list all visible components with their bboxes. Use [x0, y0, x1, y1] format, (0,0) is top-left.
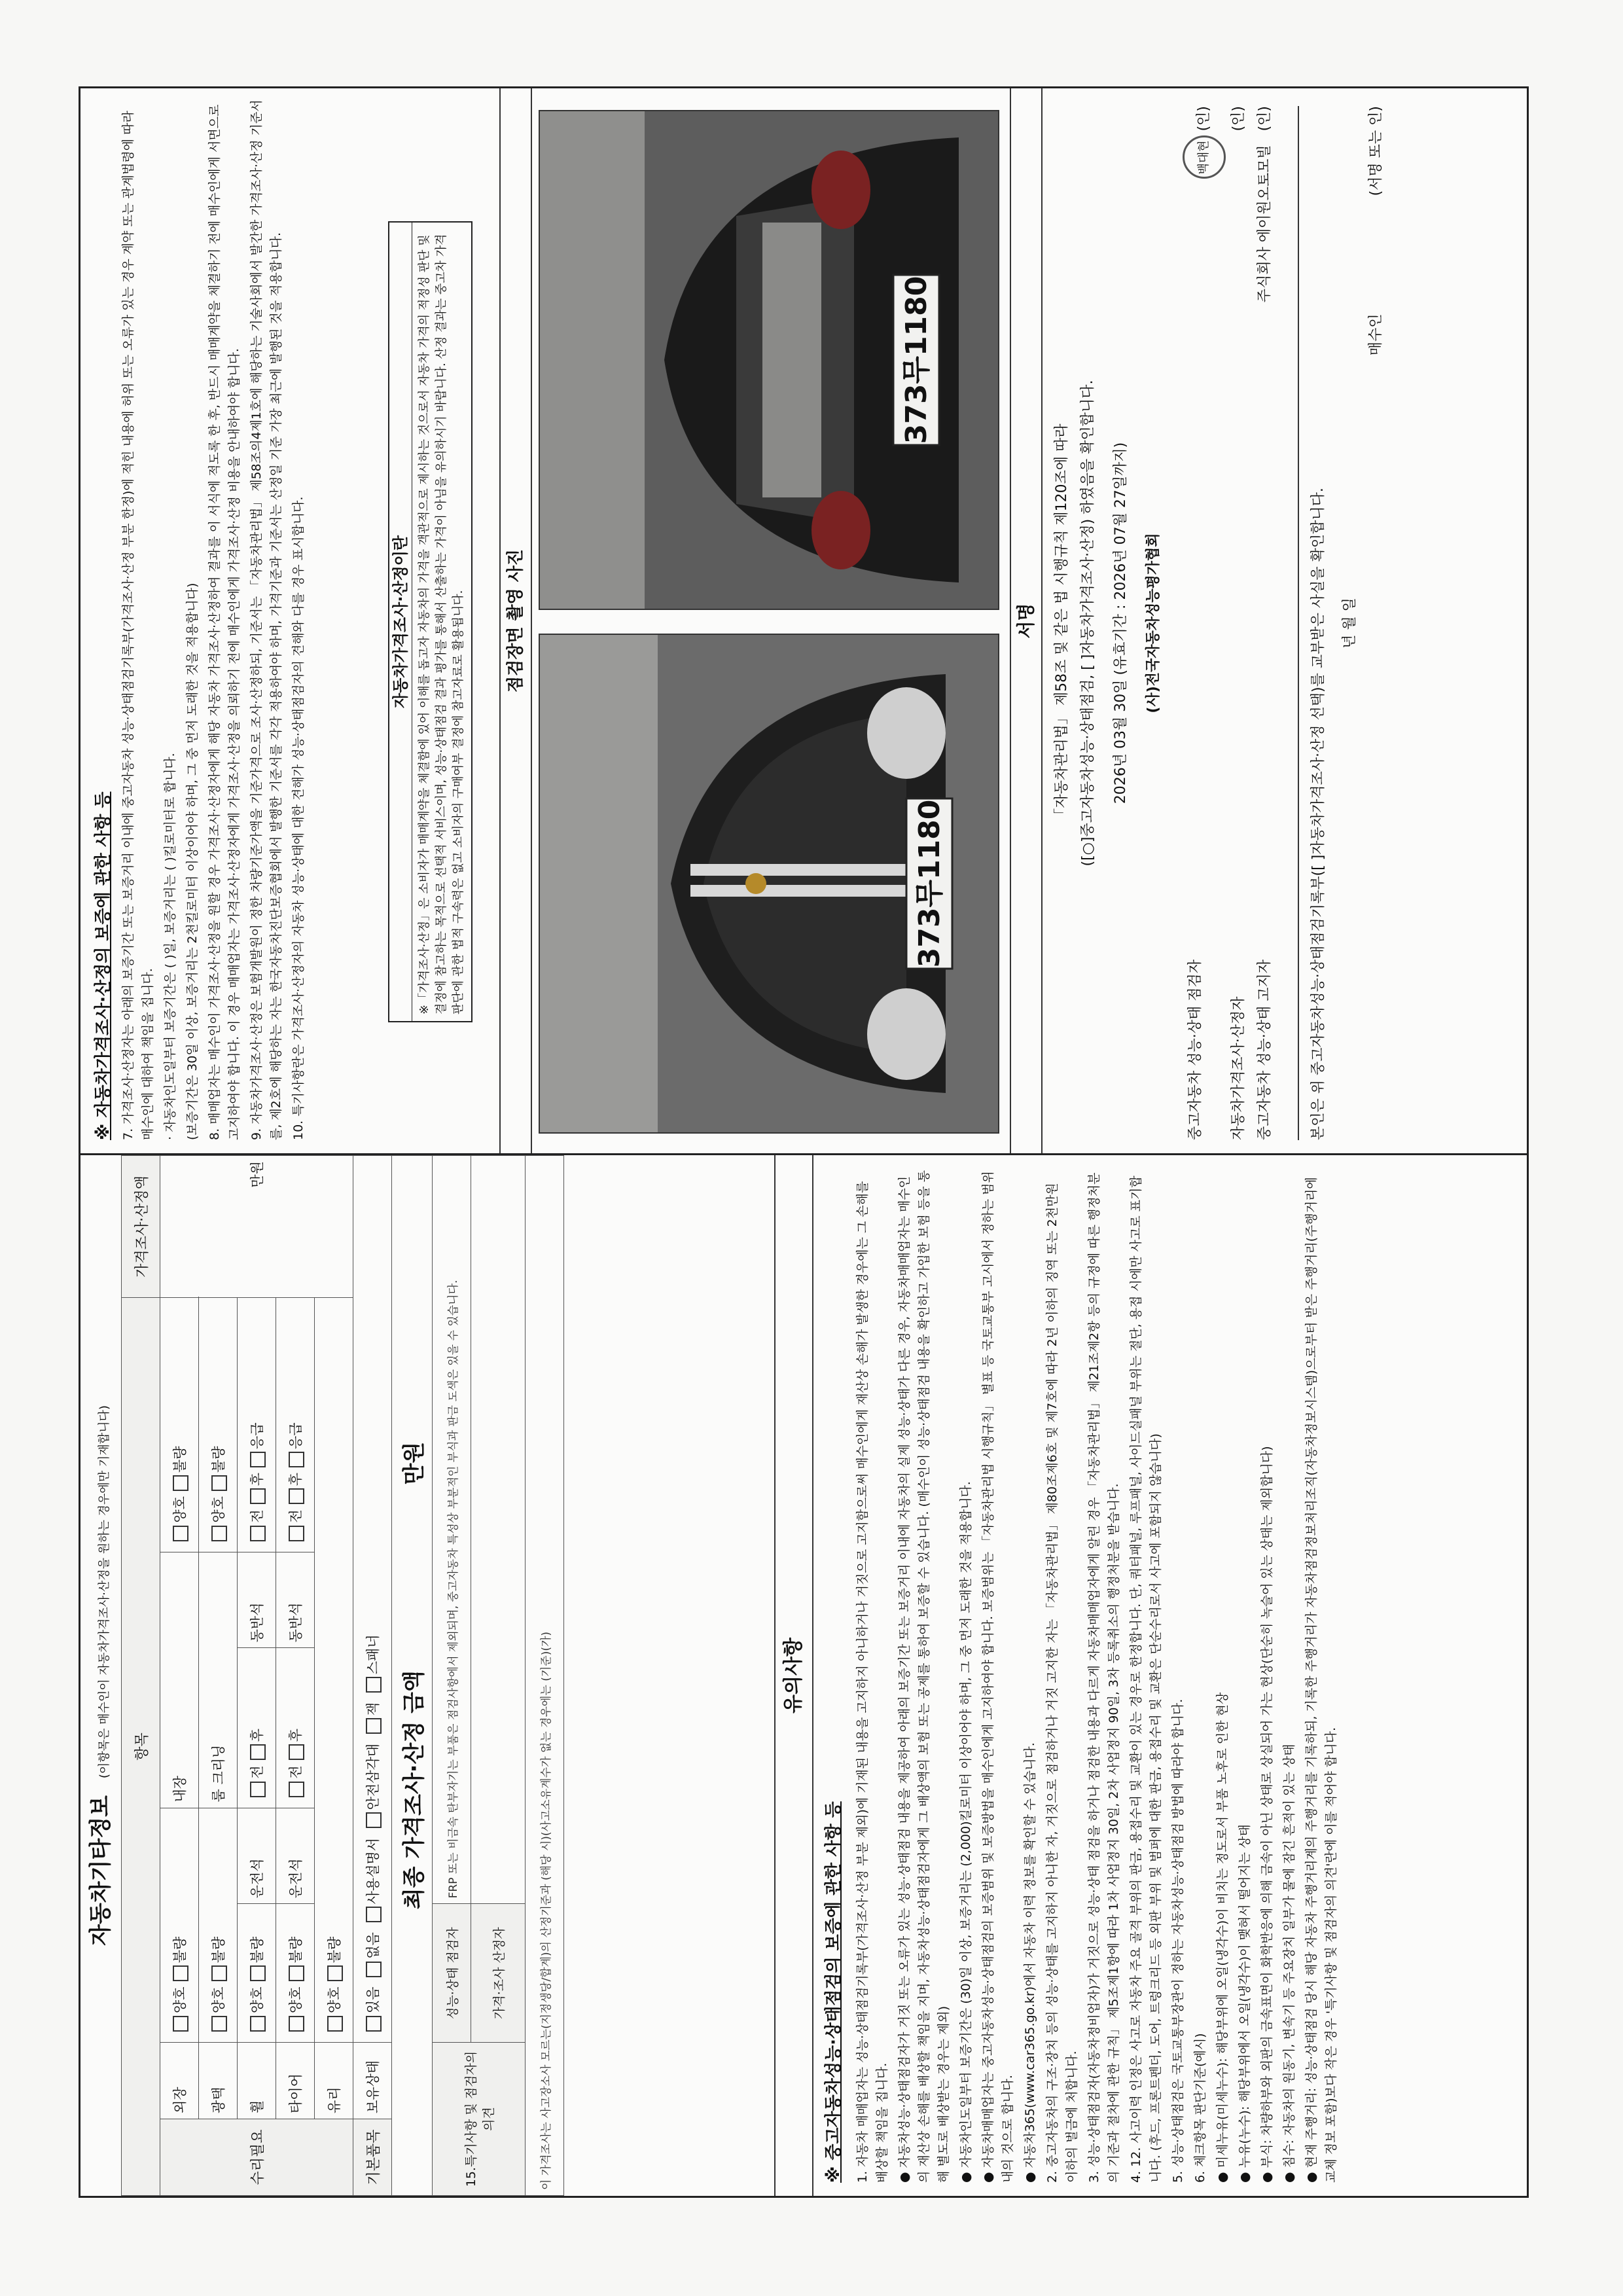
row-label2: 내장: [160, 1552, 199, 1808]
list-item: ● 미세누유(미세누수): 해당부위에 오일(냉각수)이 비치는 정도로서 부품 노후로 인한 현상: [1215, 1692, 1230, 2183]
unit-label: 만원: [249, 1161, 265, 1188]
option-label: 전: [249, 1509, 265, 1523]
checkbox[interactable]: [250, 1744, 266, 1760]
checkbox[interactable]: [327, 1965, 343, 1981]
checkbox[interactable]: [250, 1526, 266, 1541]
opinion-label: 15.특기사항 및 점검자의 의견: [433, 2043, 526, 2196]
checkbox[interactable]: [250, 1452, 266, 1467]
sign-title: 서명: [1010, 88, 1043, 1153]
options-title: [80, 1155, 122, 2196]
row-label3: 동반석: [276, 1552, 315, 1648]
row-label3: 동반석: [238, 1552, 276, 1648]
row-options[interactable]: [276, 1904, 315, 2043]
checkbox[interactable]: [211, 1965, 227, 1981]
buyer-row: [1363, 106, 1389, 1140]
checkbox[interactable]: [366, 1962, 382, 1977]
seal-label: (인): [1257, 106, 1273, 132]
opinion-perf: 성능·상태 점검자: [433, 1904, 471, 2043]
basic-state: 보유상태: [353, 2043, 392, 2119]
table-row: [276, 1156, 315, 2196]
checkbox[interactable]: [366, 2016, 382, 2032]
checkbox[interactable]: [366, 1677, 382, 1693]
option-label: 응급: [249, 1422, 265, 1450]
list-item: 2. 중고자동차의 구조·장치 등의 성능·상태를 고지하지 아니한 자, 거짓으로 점검하거나 거짓 고지한 자는 「자동차관리법」 제80조제6호 및 제7호에 따라 2년 이하의 징역 또는 2천만원 이하의 벌금에 처합니다.: [1045, 1183, 1079, 2183]
checkbox[interactable]: [289, 1965, 304, 1981]
perf-checker-row: [1183, 106, 1226, 1140]
row-label: 광택: [199, 2043, 238, 2119]
list-item: 8. 매매업자는 매수인이 가격조사·산정을 원할 경우 가격조사·산정자에게 해당 자동차 가격조사·산정하여 결과를 이 서식에 적도록 한 후, 반드시 매매계약을 체결하기 전에 매수인에게 서면으로 고지하여야 합니다. 이 경우 매매업자는 가격조사·산정자에게 가격조사·산정을 의뢰하기 전에 매수인에게 가격조사·산정 비용을 안내하여야 합니다.: [207, 104, 241, 1140]
row-options[interactable]: [199, 1808, 238, 2042]
table-row: [199, 1156, 238, 2196]
seal-area: [1183, 106, 1226, 179]
photo-title: 점검장면 촬영 사진: [499, 88, 532, 1153]
frp-text: FRP 또는 비금속 탄부자기는 부품은 점검사항에서 제외되며, 중고자동차 특성상 부분적인 부식과 판금 도색은 있을 수 있습니다.: [433, 1156, 471, 1904]
inspection-photo-rear: [539, 110, 999, 610]
row-options3[interactable]: [238, 1298, 276, 1552]
price-guarantee-head: ※ 자동차가격조사·산정의 보증에 관한 사항 등: [94, 791, 113, 1140]
checkbox[interactable]: [173, 1475, 188, 1491]
final-statement: 본인은 위 중고자동차성능·상태점검기록부([ ]자동차가격조사·산정 선택)를 교부받은 사실을 확인합니다.: [1310, 488, 1327, 1140]
price-header: 가격조사·산정액: [122, 1156, 160, 1298]
option-label: 응급: [288, 1422, 304, 1450]
list-item: 5. 성능·상태점검은 국토교통부장관이 정하는 자동차성능·상태점검 방법에 따라야 합니다.: [1171, 1698, 1185, 2183]
checkbox[interactable]: [211, 1526, 227, 1541]
price-info-title: 자동차가격조사·산정이란: [389, 223, 412, 1021]
price-checker-row: [1226, 106, 1252, 1140]
option-label: 양호: [288, 1986, 304, 2013]
final-price-unit: 만원: [401, 1441, 427, 1485]
option-label: 전: [288, 1765, 304, 1779]
list-item: ● 부식: 차량하부와 외판의 금속표면이 화학반응에 의해 금속이 아닌 상태로 상실되어 가는 현상(단순히 녹슬어 있는 상태는 제외합니다): [1260, 1446, 1274, 2183]
list-item: 6. 체크항목 판단기준(예시): [1193, 2033, 1207, 2183]
list-item: 1. 자동차 매매업자는 성능·상태점검기록부(가격조사·산정 부분 제외)에 기재된 내용을 고지하지 아니하거나 거짓으로 고지함으로써 매수인에게 재산상 손해가 발생한 경우에는 그 손해를 배상할 책임을 집니다.: [855, 1181, 889, 2183]
row-label2: 운전석: [276, 1808, 315, 1904]
sign-law: 「자동차관리법」 제58조 및 같은 법 시행규칙 제120조에 따라: [1054, 423, 1070, 823]
notice-sub: ※ 중고자동차성능·상태점검의 보증에 관한 사항 등: [824, 1801, 844, 2183]
option-label: 양호: [172, 1986, 188, 2013]
list-item: ● 현재 주행거리: 성능·상태점검 당시 해당 자동차 주행거리계의 주행거리를 기록하되, 기록한 주행거리가 자동차점검정보처리조직(자동차정보시스템)으로부터 받은 주행거리(주행거리에 교체 정보 포함)보다 작은 경우 '특기사항 및 점검자의 의견'란에 이를 적어야 합니다.: [1304, 1177, 1338, 2183]
checkbox[interactable]: [250, 1965, 266, 1981]
inspection-photo-front: [539, 634, 999, 1134]
checkbox[interactable]: [289, 1782, 304, 1797]
checkbox[interactable]: [173, 1526, 188, 1541]
list-item: ● 자동차365(www.car365.go.kr)에서 자동차 이력 정보를 확인할 수 있습니다.: [1023, 1742, 1037, 2183]
checkbox[interactable]: [366, 1718, 382, 1734]
table-row: [392, 1156, 433, 2196]
sign-section: [1049, 106, 1389, 1140]
option-label: 불량: [211, 1936, 226, 1964]
list-item: ● 누유(누수): 해당부위에서 오일(냉각수)이 맺혀서 떨어지는 상태: [1238, 1824, 1252, 2183]
option-label: 불량: [327, 1936, 342, 1964]
repair-label: 수리필요: [160, 2119, 353, 2196]
opinion-price: 가격·조사 산정자: [471, 1904, 526, 2043]
option-label: 후: [288, 1729, 304, 1742]
row-label: 타이어: [276, 2043, 315, 2119]
list-item: ● 침수: 자동차의 원동기, 변속기 등 주요장치 일부가 물에 잠긴 흔적이 있는 상태: [1282, 1744, 1296, 2183]
checkbox[interactable]: [366, 1812, 382, 1828]
row-options2[interactable]: [276, 1648, 315, 1808]
row-label: 휠: [238, 2043, 276, 2119]
row-label: 유리: [315, 2043, 353, 2119]
left-panel: [80, 1153, 1527, 2196]
list-item: 4. 12. 사고이력 인정은 사고로 자동차 주요 골격 부위의 판금, 용접수리 및 교환이 있는 경우로 한정합니다. 단, 쿼터패널, 루프패널, 사이드실패널 부위는 절단, 용접 시에만 사고로 표기합니다. (후드, 프론트펜더, 도어, 트렁크리드 등 외판 부위 및 범퍼에 대한 판금, 용접수리 및 교환은 단순수리로서 사고에 포함되지 않습니다): [1129, 1175, 1163, 2183]
checkbox[interactable]: [250, 1488, 266, 1504]
checkbox[interactable]: [289, 1452, 304, 1467]
checkbox[interactable]: [289, 1526, 304, 1541]
option-label: 있음: [365, 1986, 381, 2013]
row-options3[interactable]: [276, 1298, 315, 1552]
buyer-sign[interactable]: (서명 또는 인): [1368, 106, 1384, 196]
option-label: 사용설명서: [365, 1838, 381, 1905]
option-label: 잭: [365, 1702, 381, 1716]
options-title-note: (이항목은 매수인이 자동차가격조사·산정을 원하는 경우에만 기재합니다): [98, 1405, 111, 1779]
list-item: ● 자동차성능·상태점검자가 거짓 또는 오류가 있는 성능·상태점검 내용을 제공하여 아래의 보증기간 또는 보증거리 이내에 자동차의 실제 성능·상태가 다른 경우, 자동차매매업자는 매수인의 재산상 손해를 배상할 책임을 지며, 자동차성능·상태점검자에게 그 배상액의 보험 또는 공제를 통하여 보증할 수 있습니다. (매수인이 성능·상태점검 내용을 확인하고 가입한 보험 등을 통해 별도로 배상받는 경우는 제외): [897, 1170, 951, 2183]
seal-label: (인): [1230, 106, 1247, 132]
final-price-label: 최종 가격조사·산정 금액: [401, 1670, 427, 1910]
list-item: · 자동차인도일부터 보증기간은 ( )일, 보증거리는 ( )킬로미터로 합니다.: [163, 753, 177, 1140]
row-options[interactable]: [238, 1904, 276, 2043]
checkbox[interactable]: [173, 2016, 188, 2032]
checkbox[interactable]: [250, 1782, 266, 1797]
license-plate-text: 373무1180: [900, 276, 933, 444]
seal-stamp-icon: 백대현: [1183, 135, 1226, 179]
items-header: 항목: [122, 1298, 160, 2196]
list-item: ● 자동차인도일부터 보증기간은 (30)일 이상, 보증거리는 (2,000)킬로미터 이상이어야 하며, 그 중 먼저 도래한 것을 적용합니다.: [959, 1481, 973, 2183]
list-item: (보증기간은 30일 이상, 보증거리는 2천킬로미터 이상이어야 하며, 그 중 먼저 도래한 것을 적용합니다): [185, 583, 200, 1140]
table-row: [433, 1156, 471, 2196]
final-price-row: [392, 1156, 433, 2196]
opinion-field[interactable]: [471, 1156, 526, 1904]
options-table: [121, 1155, 564, 2196]
option-label: 불량: [172, 1936, 188, 1964]
row-options[interactable]: [160, 1808, 199, 2042]
option-label: 스패너: [365, 1634, 381, 1675]
notice-list: [853, 1168, 1344, 2183]
price-notes: [118, 99, 311, 1140]
table-row: [353, 1156, 392, 2196]
list-item: ● 자동차매매업자는 중고자동차성능·상태점검의 보증범위 및 보증방법을 매수인에게 고지하여야 합니다. 보증범위는 「자동차관리법 시행규칙」 별표 등 국토교통부 고시에서 정하는 범위 내의 것으로 합니다.: [981, 1171, 1015, 2183]
option-label: 없음: [365, 1932, 381, 1959]
car-rear-image: [540, 111, 998, 609]
seal-label: (인): [1196, 106, 1212, 132]
option-label: 안전삼각대: [365, 1743, 381, 1810]
checkbox[interactable]: [366, 1907, 382, 1922]
option-label: 후: [249, 1729, 265, 1742]
association-name: (사)전국자동차성능평가협회: [1145, 533, 1162, 713]
right-panel: [80, 88, 1527, 1153]
row-options[interactable]: [315, 1298, 353, 2043]
option-label: 후: [288, 1473, 304, 1486]
accident-line: 이 가격조사는 사고장소사 모르는(지정생당/합계)의 산정기준과 (해당 시)(사고소유계수가 없는 경우에는 (기준)(가): [526, 1156, 564, 2196]
row-options2[interactable]: [238, 1648, 276, 1808]
sign-date: 2026년 03월 30일 (유효기간 : 2026년 07월 27일까지): [1113, 442, 1129, 804]
checkbox[interactable]: [289, 1744, 304, 1760]
options-title-text: 자동차기타정보: [88, 1795, 114, 1946]
checkbox[interactable]: [211, 2016, 227, 2032]
option-label: 양호: [172, 1496, 188, 1523]
notice-title: 유의사항: [774, 1155, 813, 2196]
list-item: 9. 자동차가격조사·산정은 보험개발원이 정한 차량기준가액을 기준가격으로 조사·산정하되, 기준서는 「자동차관리법」 제58조의4제1호에 해당하는 기술사회에서 발간한 가격조사·산정 기준서를, 제2호에 해당하는 자는 한국자동차진단보증협회에서 발행한 기준서를 각각 적용하여야 하며, 가격기준과 기준서는 산정일 기준 가장 최근에 발행된 것을 적용합니다.: [249, 99, 283, 1140]
company-name: 주식회사 에이원오토모빌: [1257, 145, 1273, 303]
table-row: [160, 1156, 199, 2196]
row-label: 외장: [160, 2043, 199, 2119]
table-row: [526, 1156, 564, 2196]
list-item: 10. 특기사항란은 가격조사·산정자의 자동차 성능·상태에 대한 견해가 성능·상태점검자의 견해와 다를 경우 표시합니다.: [291, 496, 306, 1140]
option-label: 불량: [211, 1446, 226, 1473]
checkbox[interactable]: [173, 1965, 188, 1981]
table-row: [238, 1156, 276, 2196]
sign-confirm: ([○]중고자동차성능·상태점검, [ ]자동차가격조사·산정) 하였음을 확인합니다.: [1080, 380, 1096, 867]
option-label: 양호: [249, 1986, 265, 2013]
checkbox[interactable]: [289, 1488, 304, 1504]
option-label: 불량: [249, 1936, 265, 1964]
table-row: [471, 1156, 526, 2196]
option-label: 양호: [211, 1496, 226, 1523]
checkbox[interactable]: [289, 2016, 304, 2032]
option-label: 양호: [211, 1986, 226, 2013]
option-label: 후: [249, 1473, 265, 1486]
car-front-image: [540, 635, 998, 1132]
option-label: 양호: [327, 1986, 342, 2013]
row-options2[interactable]: [199, 1298, 238, 1552]
price-info-box: [388, 221, 473, 1022]
notifier-row: [1252, 106, 1278, 1140]
perf-checker-label: 중고자동차 성능·상태 점검자: [1187, 959, 1204, 1140]
price-checker-label: 자동차가격조사·산정자: [1230, 996, 1247, 1140]
row-label2: 운전석: [238, 1808, 276, 1904]
checkbox[interactable]: [250, 2016, 266, 2032]
list-item: 3. 성능·상태점검자(자동차정비업자)가 거짓으로 성능·상태 점검을 하거나 점검한 내용과 다르게 자동차매매업자에게 알린 경우 「자동차관리법」 제21조제2항 등의 규정에 따른 행정처분의 기준과 절차에 관한 규칙」 제5조제1항에 따라 1차 사업정지 30일, 2차 사업정지 90일, 3차 등록취소의 행정처분을 받습니다.: [1087, 1172, 1121, 2183]
buyer-block: [1298, 106, 1389, 1140]
license-plate-text: 373무1180: [913, 799, 946, 968]
notifier-label: 중고자동차 성능·상태 고지자: [1257, 959, 1273, 1140]
table-row: [315, 1156, 353, 2196]
checkbox[interactable]: [211, 1475, 227, 1491]
basic-label: 기본품목: [353, 2119, 392, 2196]
basic-options[interactable]: [353, 1156, 392, 2043]
option-label: 전: [249, 1765, 265, 1779]
list-item: 7. 가격조사·산정자는 아래의 보증기간 또는 보증거리 이내에 중고자동차 성능·상태점검기록부(가격조사·산정 부분 한정)에 적힌 내용에 허위 또는 오류가 있는 경우 계약 또는 관계법령에 따라 매수인에 대하여 책임을 집니다.: [121, 111, 155, 1140]
document-frame: [79, 86, 1529, 2198]
row-label2: 룸 크리닝: [199, 1552, 238, 1808]
date-blank: 년 월 일: [1342, 598, 1358, 649]
option-label: 전: [288, 1509, 304, 1523]
buyer-label: 매수인: [1368, 314, 1384, 356]
price-cell[interactable]: [160, 1156, 353, 1298]
price-info-text: ※「가격조사·산정」은 소비자가 매매계약을 체결함에 있어 이해를 돕고자 자동차의 가격을 객관적으로 제시하는 것으로서 자동차 가격의 적정성 판단 및 결정에 참고하는 목적으로 선택적 서비스이며, 성능·상태점검 결과 평가를 통해서 산출하는 가격이 아님을 유의하시기 바랍니다. 산정 결과는 중고차 가격판단에 관한 법적 구속력은 없고 소비자의 구매여부 결정에 참고자료로 활용됩니다.: [418, 234, 465, 1014]
option-label: 불량: [288, 1936, 304, 1964]
row-options2[interactable]: [160, 1298, 199, 1552]
checkbox[interactable]: [327, 2016, 343, 2032]
option-label: 불량: [172, 1446, 188, 1473]
